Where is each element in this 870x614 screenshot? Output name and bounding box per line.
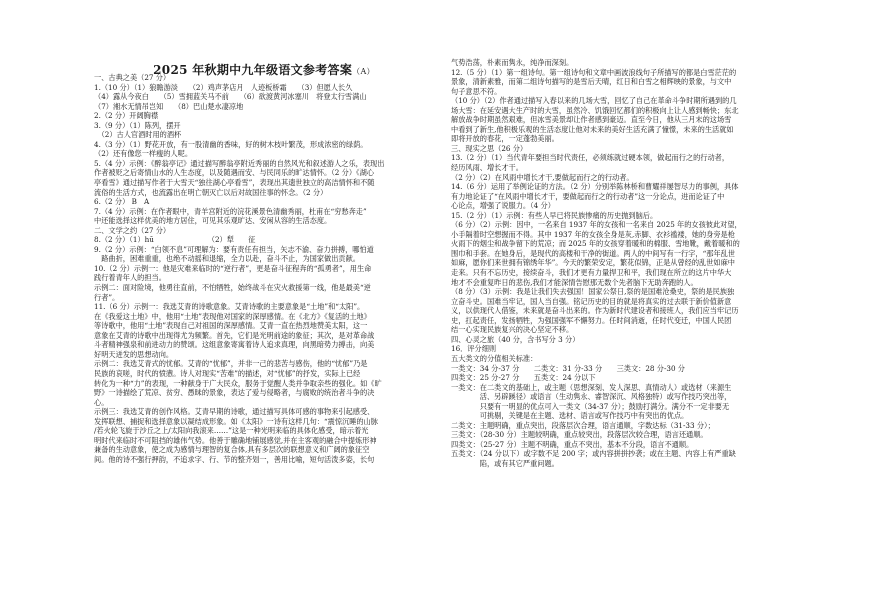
text-line: 15.（2 分）（1）示例：有些人早已将民族惨痛的历史抛到脑后。 — [451, 210, 658, 220]
text-line: 7.（4 分）示例：在作者眼中，青羊宫附近的浣花溪景色清幽秀丽，杜甫在“穷愁奔走” — [94, 206, 367, 216]
text-line: 可挑剔，关键是在主题、选材、语言或写作技巧中有突出的优点。 — [451, 411, 689, 421]
text-line: 景象，清新素雅，而第二组诗句描写的是雪后天晴，红日和白雪之相辉映的景象，与文中 — [451, 77, 732, 87]
page-title-suffix: （A） — [352, 67, 375, 76]
text-line: 野》一诗描绘了荒凉、贫穷、愚昧的景象，表达了爱与侵略者，与腐败的统治者斗争的决 — [94, 388, 375, 398]
text-line: （2 分）（2）在风雨中增长才干,要做起而行之的行动者。 — [451, 172, 634, 182]
text-line: 三类文：（28-30 分）主题较明确，重点较突出，段落层次较合理，语言还通顺。 — [451, 430, 708, 440]
text-line: 如麻，愿你们来世拥有锦绣年华”。今天的繁荣安定，繁花似锦，正是从曾经的乱世如麻中 — [451, 258, 735, 268]
text-line: 地才不会重复昨日的悲伤,我们才能深情告慰那无数个先者脑下无助奔跑的人。 — [451, 277, 698, 287]
text-line: 五大类文的分值相关标准： — [451, 353, 538, 363]
text-line: 意象在艾青的诗歌中出现得尤为频繁。首先，它们是光明前途的象征；其次，是对革命战 — [94, 330, 375, 340]
text-line: 明时代来临时不可阻挡的雄伟气势。他善于雕确地铺展感觉,并在主客观的融合中提炼形神 — [94, 435, 377, 445]
text-line: 解放战争时期虽然艰难，但冰雪美景却让作者感到豪迈。直至今日，他从三月末的这场雪 — [451, 115, 732, 125]
text-line: （7）湘水无情吊岂知 （8）巴山楚水凄凉地 — [94, 101, 244, 111]
text-line: （4）露从今夜白 （5）雪拥蓝关马不前 （6）欲渡黄河冰塞川 将登太行雪满山 — [94, 92, 367, 102]
page-title-main: 2025 年秋期中九年级语文参考答案 — [153, 63, 353, 77]
text-line: （10 分）（2）作者通过描写入春以来的几场大雪，回忆了自己在革命斗争时期所遇到的几 — [451, 96, 737, 106]
text-line: 5.（4 分）示例：《醉翁亭记》通过描写醉翁亭附近秀丽的自然风光和叙述游人之乐，表现出 — [94, 158, 385, 168]
text-line: 五类文：（24 分以下）或字数不足 200 字；或内容拼拼抄袭；或在主题、内容上有严重缺 — [451, 449, 736, 459]
text-line: 四类文：25 分-27 分 五类文：24 分以下 — [451, 373, 596, 383]
right-column — [451, 58, 789, 469]
text-line: 民族的哀嗟，时代的愤懑。诗人对现实“苦难”的描述，对“忧郁”的抒发，实际上已经 — [94, 368, 361, 378]
text-line: 一类文：在二类文的基础上，或主题（思想深刻、发人深思、真情动人）或选材（来源生 — [451, 382, 732, 392]
text-line: 8.（2 分）（1）hū （2）犁 征 — [94, 235, 256, 245]
text-line: 句子意思不符。 — [451, 86, 502, 96]
text-line: 3.（9 分）（1）陈列，摆开 — [94, 120, 181, 130]
text-line: 示例二：面对险境，他勇往直前，不怕牺牲，始终战斗在灾火救援第一线，他是最美“逆 — [94, 283, 371, 293]
text-line: （6 分）（2）示例：因中，一名来自 1937 年的女孩和一名来自 2025 年的女孩彼此对望， — [451, 220, 742, 230]
text-line: 二、文学之约（27 分） — [94, 225, 171, 235]
text-line: 示例二：我选艾青式的忧郁。艾青的“忧郁”，并非一己的悲苦与感伤，他的“忧郁”乃是 — [94, 359, 368, 369]
text-line: 2.（2 分）开阔胸襟 — [94, 111, 159, 121]
text-line: 陷，或有其它严重问题。 — [451, 458, 559, 468]
text-line: 即将开放的春花，一定蓬勃美丽。 — [451, 134, 559, 144]
text-line: 立奋斗史。国难当牢记，国人当自强。铭记历史的目的就是将真实的过去联于新价值新意 — [451, 296, 732, 306]
text-line: 只要有一明显的优点可入一类文（34-37 分）；鼓励打满分。满分不一定非要无 — [451, 401, 730, 411]
text-line: 作者被贬之后寄情山水的人生态度，以及随遇而安、与民同乐的旷达情怀。（2 分）《湖心 — [94, 168, 374, 178]
text-line: 有力地论证了“在风雨中增长才干，要做起而行之的行动者”这一分论点，进而论证了中 — [451, 191, 725, 201]
text-line: 火雨下的烟尘和战争留下的荒凉；而 2025 年的女孩穿着暖和的棉服、雪地靴，戴着暖和的 — [451, 239, 740, 249]
text-line: 心。 — [94, 397, 109, 407]
text-line: 史，扛起责任，发扬牺牲，为强国强军不懈努力。任时间消逝，任时代变迁，中国人民团 — [451, 315, 732, 325]
text-line: 围巾和手套。在她身后，是现代的高楼和干净的街道。两人的中间写有一行字，“那年乱世 — [451, 248, 735, 258]
text-line: 转化为一种“力”的表现，一种献身于广大民众，服务于觉醒人类并争取亲些的强化。如《旷 — [94, 378, 382, 388]
text-line: （2）古人官酒时用的酒杯 — [94, 130, 182, 140]
text-line: 等诗歌中，他用“土地”表现自己对祖国的深厚感情。艾青一直在热烈地赞美太阳，这一 — [94, 321, 368, 331]
text-line: /若火轮飞旋于沙丘之上/太阳向我滚来……”这是一种光明来临的具体化感受，暗示着光 — [94, 426, 369, 436]
text-line: 结一心实现民族复兴的决心坚定不移。 — [451, 325, 574, 335]
text-line: 斗者精神强泉和前进动力的赞颂。这组意象寄寓着诗人追求真理，向黑暗势力搏击，向美 — [94, 340, 375, 350]
text-line: 四类文：（25-27 分）主题不明确，重点不突出，基本不分段，语言不通顺。 — [451, 439, 694, 449]
text-line: 路曲折，困难重重，也绝不动摇和退缩，全力以赴，奋斗不止，为国家做出贡献。 — [94, 254, 360, 264]
text-line: 场大雪：在延安遇大生产时的大雪，虽然冷、饥饿回忆都们的积极向上让人感到畅快；东北 — [451, 105, 739, 115]
text-line: 示例三：我选艾青的创作风格。艾青早期的诗歌，通过描写具体可感的事物来引起感受、 — [94, 407, 375, 417]
text-line: 活、另辟蹊径）或语言（生动隽永、睿智深沉、风格独特）或写作技巧突出等， — [451, 392, 732, 402]
text-line: （2）还有像您一样瘦的人呢。 — [94, 149, 193, 159]
text-line: 中还能选择这样优美的地方居住，可见其乐观旷达、安闲从容的生活态度。 — [94, 216, 332, 226]
text-line: 4.（3 分）（1）野花开放，有一股清幽的香味，好的树木枝叶繁茂，形成浓密的绿荫。 — [94, 139, 368, 149]
text-line: 在《我爱这土地》中，他用“土地”表现他对国家的深厚感情。在《北方》《复活的土地》 — [94, 311, 371, 321]
text-line: 走来。只有不忘历史，接续奋斗，我们才更有力量捍卫和平，我们现在所立的这片中华大 — [451, 268, 732, 278]
text-line: （8 分）（3）示例：我是让我们失去强国！国家公祭日,祭的是国难沧桑史，祭的是民族独 — [451, 287, 735, 297]
text-line: 16．评分细则 — [451, 344, 497, 354]
text-line: 1.（10 分）（1）狼瞻游淡 （2）鸡声茅店月 人迹板桥霜 （3）但愿人长久 — [94, 82, 353, 92]
text-line: 行者”。 — [94, 292, 120, 302]
text-line: 发挥联想、捕捉和选择意象以凝结成形象。如《太阳》一诗有这样几句：“震惊沉睡的山脉 — [94, 416, 378, 426]
text-line: 14.（6 分）运用了举例论证的方法。（2 分）分别举陈林桥和曹耀祥屡智尽力的事例，具体 — [451, 182, 739, 192]
text-line: 小手隔着时空想握而不得。其中 1937 年的女孩全身是灰,赤脚、衣衫褴褛，她的身旁是枪 — [451, 229, 735, 239]
text-line: 四、心灵之旅（40 分，含书写分 3 分） — [451, 334, 580, 344]
text-line: 一、古典之美（27 分） — [94, 73, 171, 82]
text-line: 践行着青年人的担当。 — [94, 273, 166, 283]
text-line: 中看到了新生,他积极乐观的生活态度让他对未来的美好生活充满了憧憬，未来的生活就如 — [451, 124, 734, 134]
text-line: 心论点，增强了说服力。（4 分） — [451, 201, 555, 211]
text-line: 一类文：34 分-37 分 二类文：31 分-33 分 三类文：28 分-30 分 — [451, 363, 685, 373]
text-line: 流俗的生活方式，也流露出在明亡朝灭亡以后对故国往事的怀念。（2 分） — [94, 187, 328, 197]
text-line: 义，以供现代人借鉴，未来就是奋斗出来的。作为新时代建设者和接班人，我们应当牢记历 — [451, 306, 739, 316]
text-line: 兼备的生动意象，使之成为感情与理智的复合体,具有多层次的联想意义和广阔的象征空 — [94, 445, 370, 455]
text-line: 三、现实之思（26 分） — [451, 143, 528, 153]
text-line: 经历风雨、增长才干。 — [451, 163, 523, 173]
text-line: 11.（6 分）示例一：我选艾青的诗歌意象。艾青诗歌的主要意象是“土地”和“太阳”。 — [94, 302, 365, 312]
text-line: 10.（2 分）示例一：他是灾难来临时的“逆行者”，更是奋斗征程奔的“孤勇者”，用生命 — [94, 263, 372, 273]
text-line: 13.（2 分）（1）当代青年要担当时代责任，必须练就过硬本领，做起而行之的行动者， — [451, 153, 730, 163]
text-line: 12.（5 分）（1）第一组诗句。第一组诗句和文章中画波浪线句子所描写的都是白雪茫茫的 — [451, 67, 737, 77]
text-line: 二类文：主题明确，重点突出，段落层次合理，语言通顺，字数达标（31-33 分）； — [451, 420, 715, 430]
text-line: 气势浩荡，朴素而隽永，纯净而深刻。 — [451, 58, 574, 67]
text-line: 9.（2 分）示例：“白领不息”可理解为：要有责任有担当，矢志不渝、奋力拼搏，哪怕道 — [94, 244, 374, 254]
text-line: 亭看雪》通过描写作者于大雪天“独往湖心亭看雪”，表现出其遗世独立的高洁情怀和不随 — [94, 178, 375, 188]
text-line: 好明天迸发的思想动向。 — [94, 349, 174, 359]
left-column — [94, 58, 434, 464]
text-line: 间。他的诗不强行押韵，不追求字、行、节的整齐划一，善用比喻，短句活泼多姿，长句 — [94, 454, 375, 464]
title-spacer — [94, 58, 434, 73]
text-line: 6.（2 分） B A — [94, 197, 150, 207]
